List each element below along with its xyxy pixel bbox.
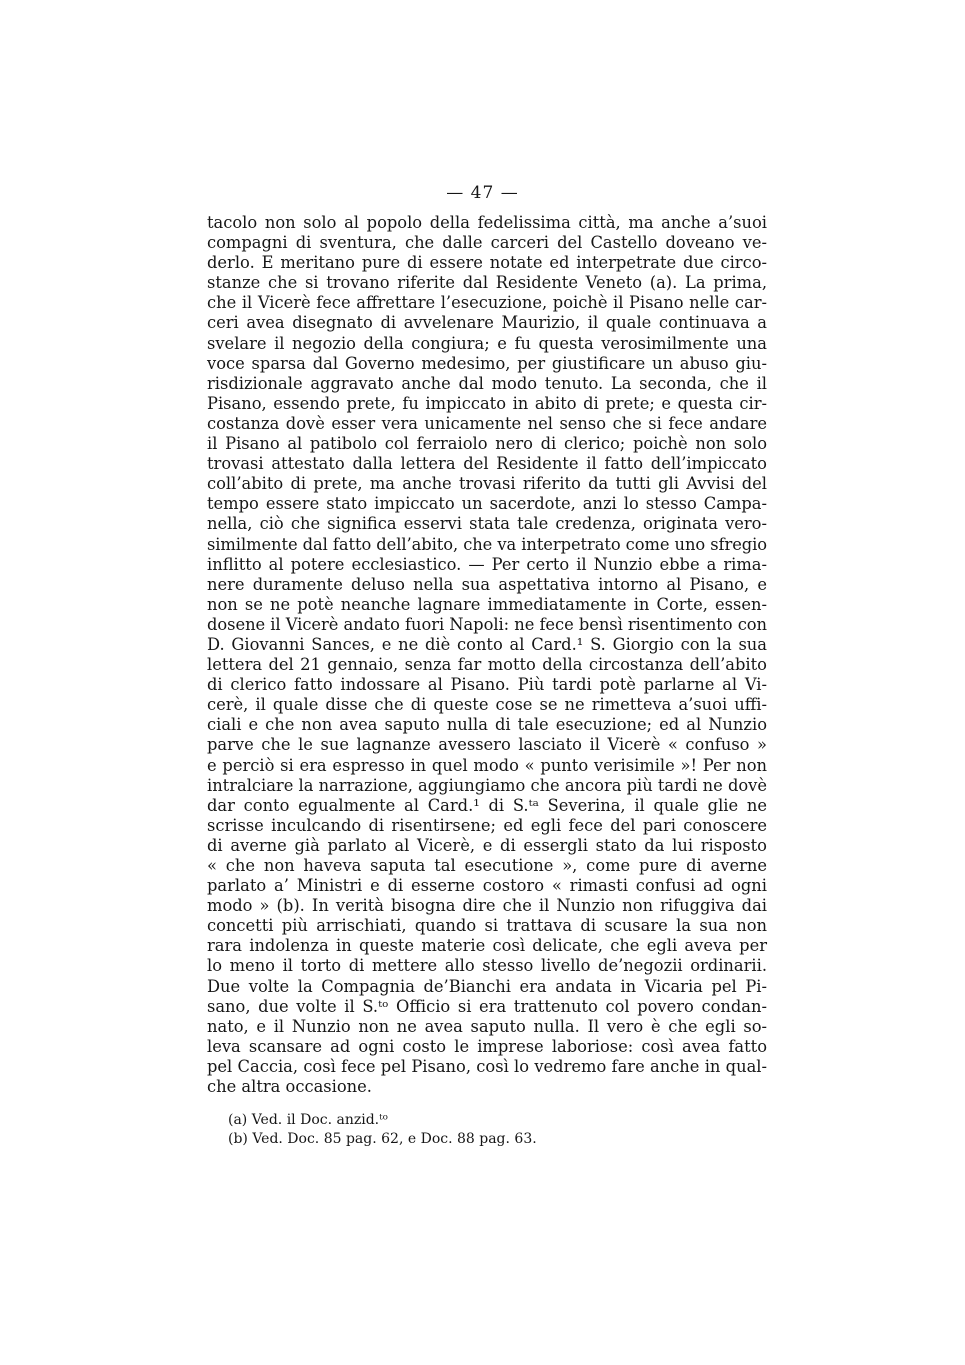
text-line: parve che le sue lagnanze avessero lasciato il Vicerè « confuso » [207,735,767,755]
text-line: parlato a’ Ministri e di esserne costoro « rimasti confusi ad ogni [207,876,767,896]
text-line: di averne già parlato al Vicerè, e di essergli stato da lui risposto [207,835,767,855]
text-line: dar conto egualmente al Card.¹ di S.ᵗᵃ Severina, il quale glie ne [207,795,767,815]
text-line: che altra occasione. [207,1077,372,1097]
text-line: ciali e che non avea saputo nulla di tale esecuzione; ed al Nunzio [207,715,767,735]
text-line: compagni di sventura, che dalle carceri del Castello doveano ve- [207,233,767,253]
text-line: pel Caccia, così fece pel Pisano, così lo vedremo fare anche in qual- [207,1056,767,1076]
text-line: lo meno il torto di mettere allo stesso livello de’negozii ordinarii. [207,956,767,976]
text-line: lettera del 21 gennaio, senza far motto della circostanza dell’abito [207,655,767,675]
text-line: costanza dovè esser vera unicamente nel senso che si fece andare [207,413,767,433]
text-line: coll’abito di prete, ma anche trovasi riferito da tutti gli Avvisi del [207,474,767,494]
text-line: voce sparsa dal Governo medesimo, per giustificare un abuso giu- [207,353,767,373]
text-line: tacolo non solo al popolo della fedelissima città, ma anche a’suoi [207,213,767,232]
text-line: e perciò si era espresso in quel modo « punto verisimile »! Per non [207,755,767,775]
body-text [207,213,767,1097]
text-line: inflitto al potere ecclesiastico. — Per certo il Nunzio ebbe a rima- [207,554,767,574]
text-line: concetti più arrischiati, quando si trattava di scusare la sua non [207,916,767,936]
text-line: cerè, il quale disse che di queste cose se ne rimetteva a’suoi uffi- [207,695,767,715]
footnote-a: (a) Ved. il Doc. anzid.ᵗᵒ [228,1112,388,1128]
text-line: intralciare la narrazione, aggiungiamo che ancora più tardi ne dovè [207,775,767,795]
text-line: che il Vicerè fece affrettare l’esecuzione, poichè il Pisano nelle car- [207,293,767,313]
text-line: modo » (b). In verità bisogna dire che il Nunzio non rifuggiva dai [207,896,767,916]
text-line: svelare il negozio della congiura; e fu questa verosimilmente una [207,333,767,353]
text-line: non se ne potè neanche lagnare immediatamente in Corte, essen- [207,594,767,614]
text-line: similmente dal fatto dell’abito, che va interpetrato come uno sfregio [207,534,768,554]
text-line: risdizionale aggravato anche dal modo tenuto. La seconda, che il [207,373,767,393]
text-line: D. Giovanni Sances, e ne diè conto al Card.¹ S. Giorgio con la sua [207,634,767,654]
text-line: ceri avea disegnato di avvelenare Maurizio, il quale continuava a [207,313,767,333]
text-line: « che non haveva saputa tal esecutione », come pure di averne [207,856,767,875]
text-line: stanze che si trovano riferite dal Residente Veneto (a). La prima, [207,273,767,293]
text-line: dosene il Vicerè andato fuori Napoli: ne fece bensì risentimento con [207,614,767,634]
text-line: derlo. E meritano pure di essere notate ed interpetrate due circo- [207,253,767,273]
text-line: il Pisano al patibolo col ferraiolo nero di clerico; poichè non solo [207,434,767,454]
text-line: nato, e il Nunzio non ne avea saputo nulla. Il vero è che egli so- [207,1016,767,1036]
text-line: rara indolenza in queste materie così delicate, che egli aveva per [207,936,767,956]
text-line: Pisano, essendo prete, fu impiccato in abito di prete; e questa cir- [207,393,767,413]
text-line: nere duramente deluso nella sua aspettativa intorno al Pisano, e [207,574,767,594]
text-line: di clerico fatto indossare al Pisano. Più tardi potè parlarne al Vi- [207,675,767,695]
text-line: sano, due volte il S.ᵗᵒ Officio si era trattenuto col povero condan- [207,996,767,1016]
text-line: Due volte la Compagnia de’Bianchi era andata in Vicaria pel Pi- [207,976,767,996]
text-line: leva scansare ad ogni costo le imprese laboriose: così avea fatto [207,1036,767,1056]
text-line: tempo essere stato impiccato un sacerdote, anzi lo stesso Campa- [207,494,767,514]
page-number: — 47 — [446,183,519,203]
text-line: scrisse inculcando di risentirsene; ed egli fece del pari conoscere [207,815,767,835]
footnote-b: (b) Ved. Doc. 85 pag. 62, e Doc. 88 pag. 63. [228,1131,537,1147]
footnotes [228,1111,768,1149]
text-line: nella, ciò che significa esservi stata tale credenza, originata vero- [207,514,767,534]
text-line: trovasi attestato dalla lettera del Residente il fatto dell’impiccato [207,454,767,474]
